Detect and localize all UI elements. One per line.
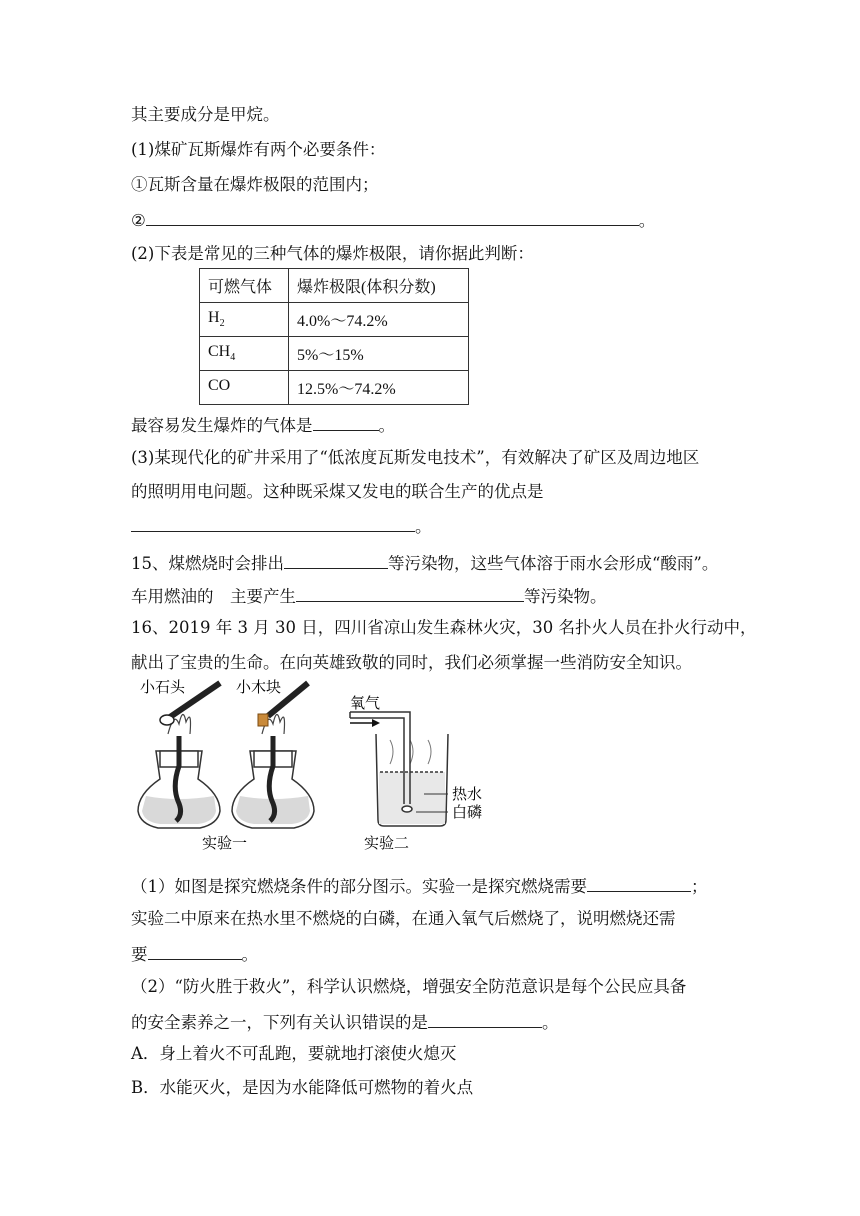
table-row xyxy=(200,337,469,371)
question-16-text: 。 xyxy=(542,1013,559,1032)
gas-subscript: 2 xyxy=(219,318,225,330)
answer-blank[interactable] xyxy=(587,874,691,892)
question-16-text: （1）如图是探究燃烧条件的部分图示。实验一是探究燃烧需要 xyxy=(131,877,587,896)
gas-cell xyxy=(200,303,289,337)
label-small-wood: 小木块 xyxy=(236,678,282,696)
table-row xyxy=(200,303,469,337)
text-line: 献出了宝贵的生命。在向英雄致敬的同时，我们必须掌握一些消防安全知识。 xyxy=(131,653,692,672)
answer-blank[interactable] xyxy=(296,584,524,602)
answer-blank[interactable] xyxy=(131,514,415,532)
text-line: 其主要成分是甲烷。 xyxy=(131,105,280,124)
question-16-text: 要 xyxy=(131,945,148,964)
question-15-text: 车用燃油的 主要产生 xyxy=(131,587,296,606)
text-line xyxy=(131,942,258,966)
range-cell: 12.5%～74.2% xyxy=(289,371,469,405)
text-line: (2)下表是常见的三种气体的爆炸极限，请你据此判断： xyxy=(131,244,534,263)
text-line xyxy=(131,514,432,538)
text-line: 的照明用电问题。这种既采煤又发电的联合生产的优点是 xyxy=(131,482,544,501)
label-white-phosphorus: 白磷 xyxy=(452,803,483,821)
text-line: 16、2019 年 3 月 30 日，四川省凉山发生森林火灾，30 名扑火人员在扑火行动中， xyxy=(131,618,757,637)
text-line: （2）“防火胜于救火”，科学认识燃烧，增强安全防范意识是每个公民应具备 xyxy=(131,977,687,996)
table-header-cell: 爆炸极限(体积分数) xyxy=(289,269,469,303)
alcohol-lamp-left xyxy=(138,714,220,828)
text-line xyxy=(131,584,607,608)
gas-subscript: 4 xyxy=(230,352,236,364)
range-cell: 5%～15% xyxy=(289,337,469,371)
answer-blank[interactable] xyxy=(148,942,242,960)
line-suffix: 。 xyxy=(415,517,432,536)
gas-symbol: CO xyxy=(208,377,231,395)
text-line: (1)煤矿瓦斯爆炸有两个必要条件： xyxy=(131,140,386,159)
gas-cell xyxy=(200,371,289,405)
text-line xyxy=(131,208,655,232)
option-a: A．身上着火不可乱跑，要就地打滚使火熄灭 xyxy=(131,1044,457,1063)
label-oxygen: 氧气 xyxy=(350,694,381,712)
range-cell: 4.0%～74.2% xyxy=(289,303,469,337)
gas-symbol: CH xyxy=(208,343,231,361)
table-row xyxy=(200,371,469,405)
alcohol-lamp-right xyxy=(232,714,314,828)
answer-blank[interactable] xyxy=(284,551,388,569)
text-line: ①瓦斯含量在爆炸极限的范围内； xyxy=(131,175,379,194)
caption-experiment-2: 实验二 xyxy=(364,834,410,852)
line-suffix: 。 xyxy=(638,211,656,230)
small-wood-block xyxy=(258,714,268,726)
text-line xyxy=(131,551,718,575)
caption-experiment-1: 实验一 xyxy=(202,834,248,852)
line-prefix: ② xyxy=(131,211,146,230)
question-15-text: 等污染物，这些气体溶于雨水会形成“酸雨”。 xyxy=(388,554,719,573)
table-header-row xyxy=(200,269,469,303)
white-phosphorus xyxy=(402,806,412,812)
answer-blank[interactable] xyxy=(428,1010,542,1028)
small-stone xyxy=(160,715,174,725)
beaker xyxy=(350,712,448,826)
option-b: B．水能灭火，是因为水能降低可燃物的着火点 xyxy=(131,1078,474,1097)
question-16-text: 。 xyxy=(241,945,258,964)
question-16-text: 的安全素养之一，下列有关认识错误的是 xyxy=(131,1013,428,1032)
text-line xyxy=(131,413,395,437)
text-line: (3)某现代化的矿井采用了“低浓度瓦斯发电技术”，有效解决了矿区及周边地区 xyxy=(131,448,700,467)
question-15-text: 15、煤燃烧时会排出 xyxy=(131,554,284,573)
label-small-stone: 小石头 xyxy=(140,678,186,696)
line-suffix: 。 xyxy=(378,416,395,435)
line-prefix: 最容易发生爆炸的气体是 xyxy=(131,416,313,435)
answer-blank[interactable] xyxy=(313,413,379,431)
question-15-text: 等污染物。 xyxy=(524,587,607,606)
answer-blank[interactable] xyxy=(146,208,639,226)
question-16-text: ； xyxy=(691,877,708,896)
text-line xyxy=(131,874,708,898)
text-line xyxy=(131,1010,559,1034)
gas-cell xyxy=(200,337,289,371)
text-line: 实验二中原来在热水里不燃烧的白磷，在通入氧气后燃烧了，说明燃烧还需 xyxy=(131,909,676,928)
table-header-cell: 可燃气体 xyxy=(200,269,289,303)
label-hot-water: 热水 xyxy=(452,785,483,803)
gas-symbol: H xyxy=(208,309,220,327)
oxygen-arrow-icon xyxy=(350,719,380,727)
combustion-experiment-figure xyxy=(128,676,488,858)
explosion-limit-table xyxy=(199,268,469,405)
